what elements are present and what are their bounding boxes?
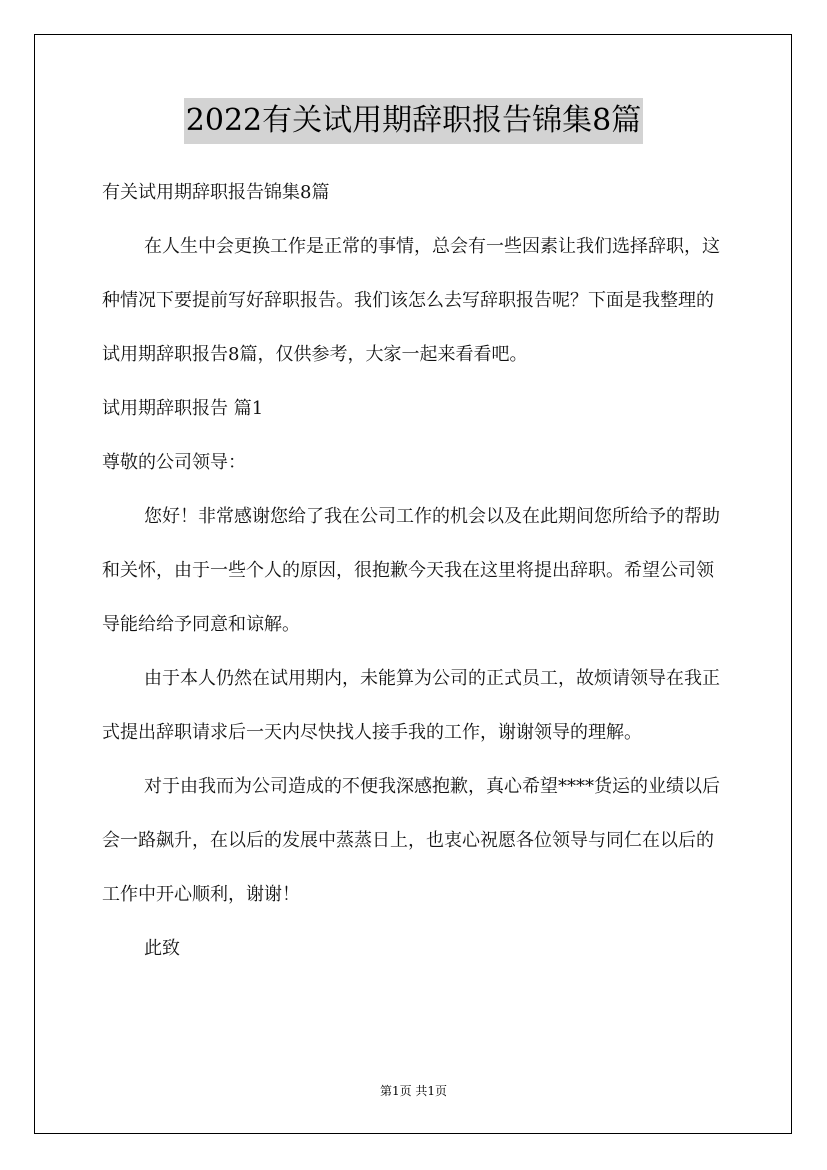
document-body [102,166,728,976]
page-footer: 第1页 共1页 [379,1084,448,1098]
section-heading: 试用期辞职报告 篇1 [102,398,264,419]
body-paragraph-3: 对于由我而为公司造成的不便我深感抱歉，真心希望****货运的业绩以后会一路飙升，在以后的发展中蒸蒸日上，也衷心祝愿各位领导与同仁在以后的工作中开心顺利，谢谢！ [102,776,720,905]
document-title: 2022有关试用期辞职报告锦集8篇 [184,98,643,144]
salutation: 尊敬的公司领导： [102,452,246,473]
body-paragraph-2: 由于本人仍然在试用期内，未能算为公司的正式员工，故烦请领导在我正式提出辞职请求后一天内尽快找人接手我的工作，谢谢领导的理解。 [102,668,720,743]
body-paragraph-1: 您好！非常感谢您给了我在公司工作的机会以及在此期间您所给予的帮助和关怀，由于一些个人的原因，很抱歉今天我在这里将提出辞职。希望公司领导能给给予同意和谅解。 [102,506,720,635]
closing: 此致 [144,938,180,959]
intro-paragraph: 在人生中会更换工作是正常的事情，总会有一些因素让我们选择辞职，这种情况下要提前写好辞职报告。我们该怎么去写辞职报告呢？下面是我整理的试用期辞职报告8篇，仅供参考，大家一起来看看吧。 [102,236,720,365]
subtitle: 有关试用期辞职报告锦集8篇 [102,182,330,203]
document-title-wrap [0,98,827,144]
